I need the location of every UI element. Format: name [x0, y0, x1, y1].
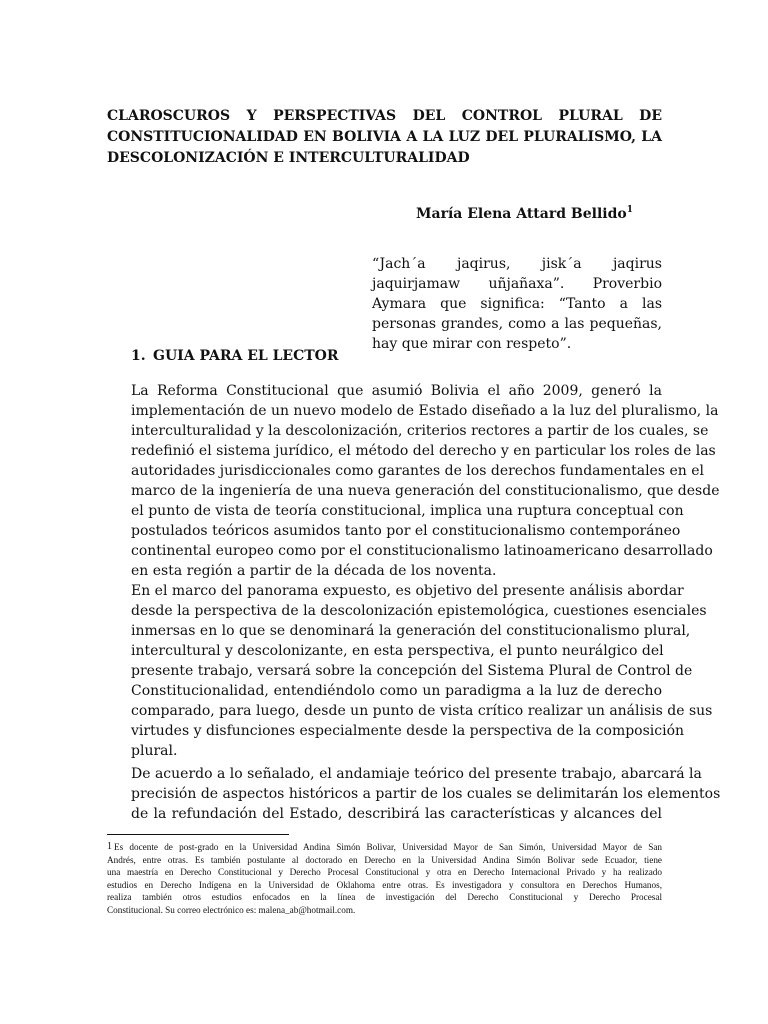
author-name — [416, 200, 666, 224]
paragraph-2 — [131, 581, 713, 761]
footnote-line — [107, 854, 662, 867]
footnote-text: una maestría en Derecho Constitucional y Derecho Procesal Constitucional y otra en Derecho Internacional Privado y ha realizado — [107, 867, 662, 877]
section-heading — [131, 346, 431, 366]
section-number: 1. — [131, 348, 146, 364]
paragraph-line: comparado, para luego, desde un punto de vista crítico realizar un análisis de sus — [131, 703, 713, 719]
paragraph-line: de la refundación del Estado, describirá las características y alcances del — [131, 806, 662, 822]
footnote-text: Andrés, entre otras. Es también postulante al doctorado en Derecho en la Universidad Andina Simón Bolivar sede Ecuador, tiene — [107, 854, 662, 865]
paragraph-line: intercultural y descolonizante, en esta perspectiva, el punto neurálgico del — [131, 643, 664, 659]
footnote-line — [107, 841, 662, 854]
document-title: CLAROSCUROS Y PERSPECTIVAS DEL CONTROL PLURAL DE CONSTITUCIONALIDAD EN BOLIVIA A LA LUZ DEL PLURALISMO, LA DESCOLONIZACIÓN E INTERCULTURALIDAD — [107, 108, 662, 166]
paragraph-line: precisión de aspectos históricos a partir de los cuales se delimitarán los elementos — [131, 786, 721, 802]
paragraph-line: en esta región a partir de la década de los noventa. — [131, 563, 497, 579]
paragraph-line: desde la perspectiva de la descolonización epistemológica, cuestiones esenciales — [131, 603, 707, 619]
paragraph-line: continental europeo como por el constitucionalismo latinoamericano desarrollado — [131, 543, 713, 559]
paragraph-line: presente trabajo, versará sobre la concepción del Sistema Plural de Control de — [131, 663, 693, 679]
footnote-text: estudios en Derecho Indígena en la Universidad de Oklahoma entre otras. Es investigadora y consultora en Derechos Humanos, — [107, 879, 662, 890]
footnote-line — [107, 879, 662, 892]
footnote-text: realiza también otros estudios enfocados en la línea de investigación del Derecho Constitucional y Derecho Procesal — [107, 892, 662, 902]
paragraph-line: La Reforma Constitucional que asumió Bolivia el año 2009, generó la — [131, 383, 662, 399]
paragraph-line: redefinió el sistema jurídico, el método del derecho y en particular los roles de las — [131, 443, 716, 459]
paragraph-3 — [131, 764, 721, 824]
paragraph-line: el punto de vista de teoría constitucional, implica una ruptura conceptual con — [131, 503, 684, 519]
paragraph-line: virtudes y disfunciones especialmente desde la perspectiva de la composición — [131, 723, 685, 739]
footnote-line — [107, 891, 662, 904]
author-footnote-mark[interactable]: 1 — [626, 205, 633, 215]
footnote-mark: 1 — [107, 841, 112, 852]
footnote-text: Es docente de post-grado en la Universidad Andina Simón Bolivar, Universidad Mayor de San Simón, Universidad Mayor de San — [114, 842, 662, 852]
paragraph-line: postulados teóricos asumidos tanto por el constitucionalismo contemporáneo — [131, 523, 681, 539]
paragraph-line: plural. — [131, 743, 178, 759]
paragraph-line: inmersas en lo que se denominará la generación del constitucionalismo plural, — [131, 623, 691, 639]
footnote-text: Constitucional. Su correo electrónico es: malena_ab@hotmail.com. — [107, 904, 356, 915]
paragraph-line: Constitucionalidad, entendiéndolo como un paradigma a la luz de derecho — [131, 683, 662, 699]
paragraph-line: autoridades jurisdiccionales como garantes de los derechos fundamentales en el — [131, 463, 704, 479]
epigraph: “Jach´a jaqirus, jisk´a jaqirus jaquirjamaw uñjañaxa”. Proverbio Aymara que significa: “Tanto a las personas grandes, como a las pequeñas, hay que mirar con respeto”. — [372, 256, 662, 352]
paragraph-line: implementación de un nuevo modelo de Estado diseñado a la luz del pluralismo, la — [131, 403, 719, 419]
footnote — [107, 841, 662, 916]
paragraph-1 — [131, 381, 720, 581]
footnote-line — [107, 866, 662, 879]
paragraph-line: marco de la ingeniería de una nueva generación del constitucionalismo, que desde — [131, 483, 720, 499]
paragraph-line: De acuerdo a lo señalado, el andamiaje teórico del presente trabajo, abarcará la — [131, 766, 702, 782]
footnote-separator — [107, 834, 289, 835]
author-name-text: María Elena Attard Bellido — [416, 206, 627, 222]
section-title: GUIA PARA EL LECTOR — [153, 348, 339, 364]
footnote-line — [107, 904, 662, 917]
paragraph-line: En el marco del panorama expuesto, es objetivo del presente análisis abordar — [131, 583, 684, 599]
paragraph-line: interculturalidad y la descolonización, criterios rectores a partir de los cuales, se — [131, 423, 709, 439]
